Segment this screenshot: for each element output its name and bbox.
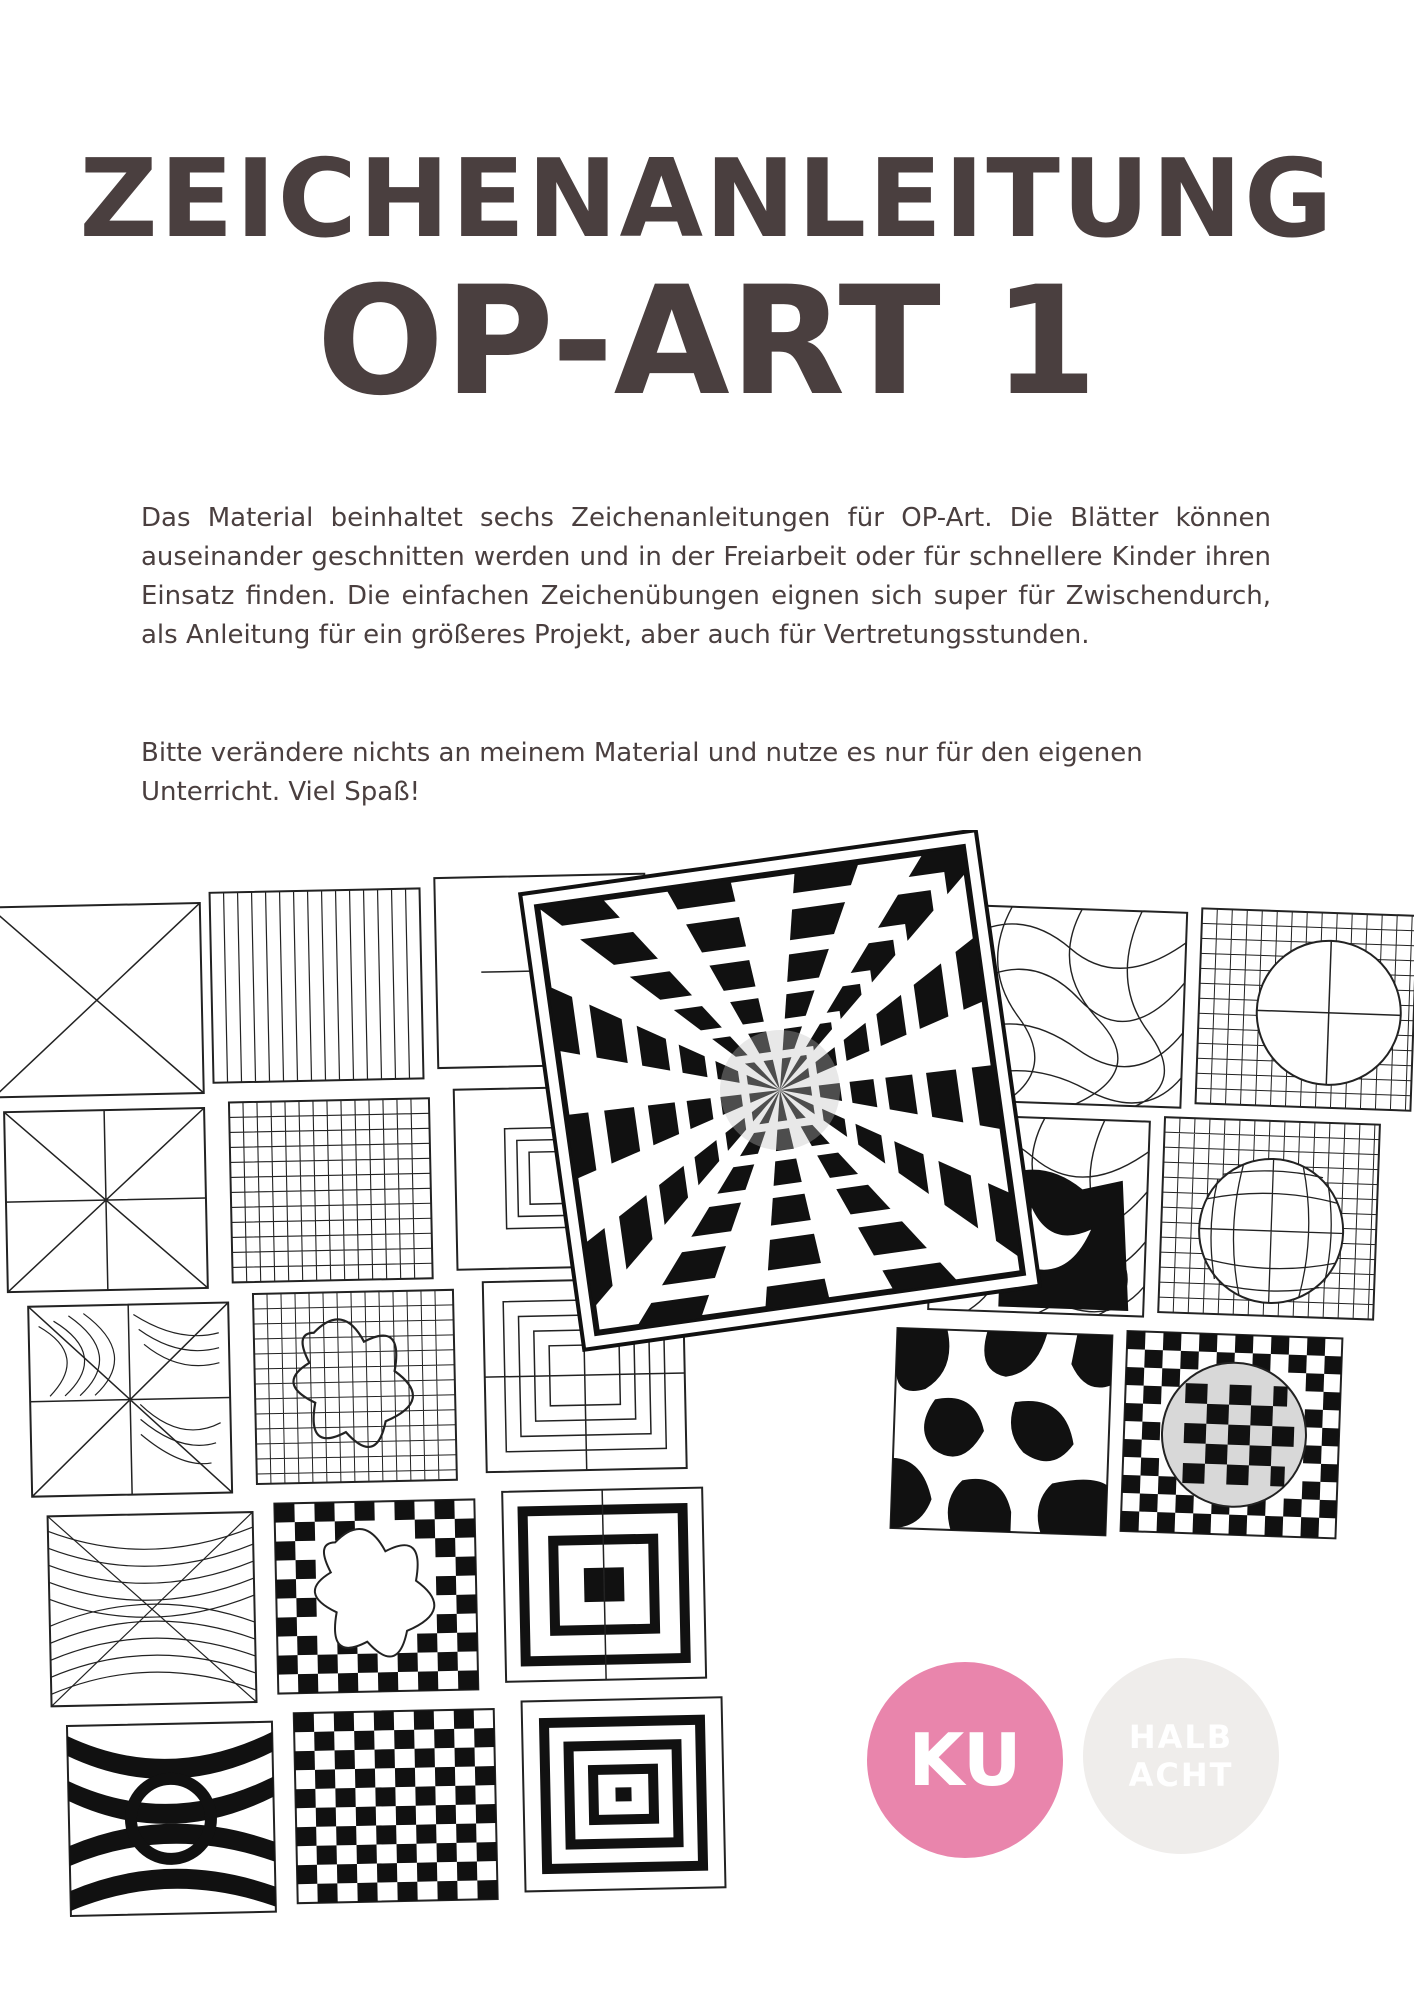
result-wavy-checker [891, 1328, 1113, 1535]
intro-paragraph: Das Material beinhaltet sechs Zeichenanleitungen für OP-Art. Die Blätter können auseinander geschnitten werden und in der Freiarbeit oder für schnellere Kinder ihren Einsatz finden. Die einfachen Zeichenübungen eignen sich super für Zwischendurch, als Anleitung für ein größeres Projekt, aber auch für Vertretungsstunden. [141, 503, 1271, 650]
step-grid-circle [1196, 908, 1414, 1110]
title-line-2: OP-ART 1 [316, 255, 1098, 429]
result-wave-pattern [67, 1722, 276, 1916]
step-flower-outline [253, 1290, 457, 1484]
step-vertical-lines [210, 888, 424, 1082]
ku-badge [863, 1658, 1067, 1862]
step-wave-lines [48, 1512, 257, 1706]
step-frame-diagonals [0, 903, 204, 1097]
step-square-checker [502, 1488, 706, 1682]
tunnel-optical-illusion [520, 830, 1040, 1350]
ku-badge-label: KU [908, 1718, 1022, 1802]
halbacht-logo-line-2: ACHT [1128, 1756, 1234, 1794]
step-grid [229, 1098, 433, 1282]
result-flower-checker [294, 1709, 498, 1903]
result-checker-sphere [1121, 1331, 1343, 1538]
halbacht-logo-line-1: HALB [1128, 1718, 1234, 1756]
step-star-lines [4, 1108, 208, 1292]
step-curved-lines [28, 1303, 232, 1497]
result-square-pattern [522, 1697, 726, 1891]
halbacht-logo [1083, 1658, 1279, 1854]
step-grid-sphere [1158, 1117, 1380, 1319]
step-flower-checker [274, 1499, 478, 1693]
title-line-1: ZEICHENANLEITUNG [79, 137, 1335, 262]
usage-note-paragraph: Bitte verändere nichts an meinem Material und nutze es nur für den eigenen Unterricht. Viel Spaß! [141, 738, 1143, 807]
